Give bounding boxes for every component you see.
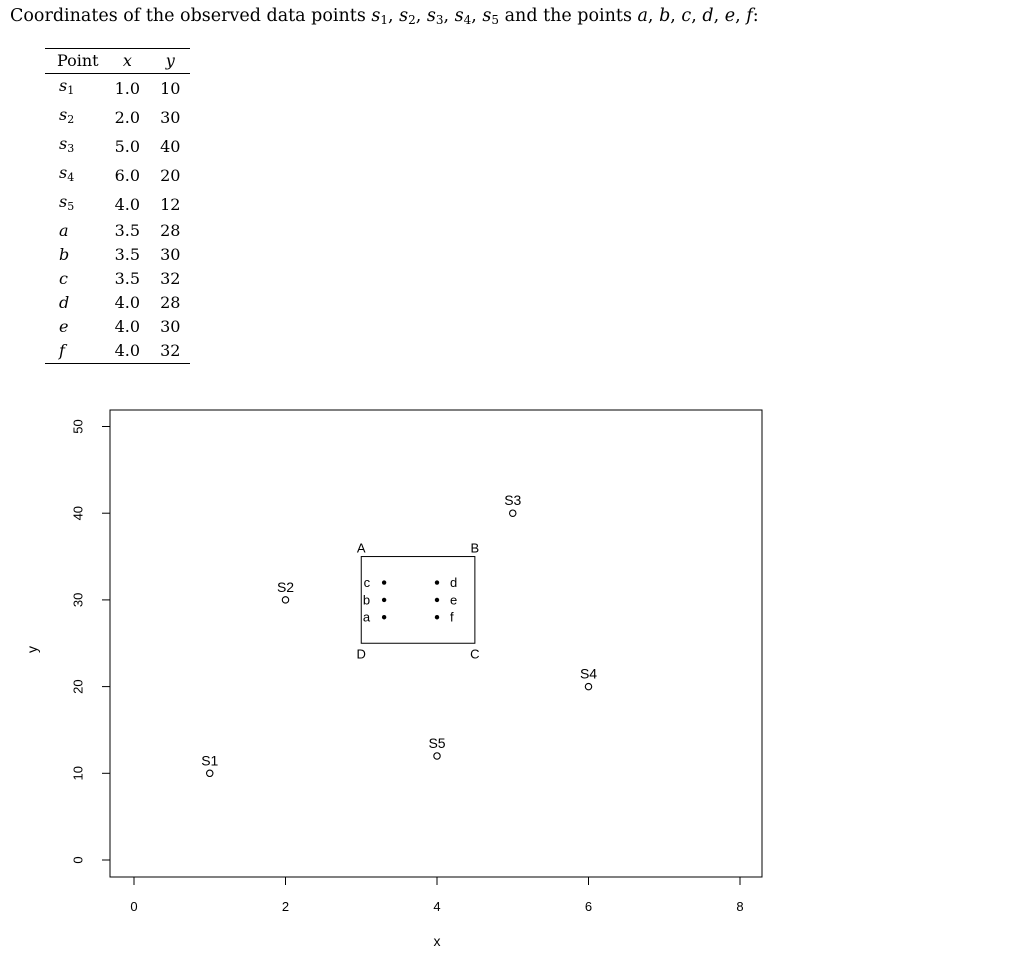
x-tick-label: 2: [281, 899, 290, 914]
cell-point: c: [59, 269, 68, 288]
cell-x: 6.0: [114, 165, 141, 185]
corner-label-c: C: [470, 646, 480, 662]
cell-y: 20: [160, 165, 181, 185]
cell-x: 1.0: [114, 78, 141, 98]
cell-y: 28: [160, 293, 181, 312]
cell-x: 4.0: [114, 194, 141, 214]
point-label-a: a: [362, 609, 371, 625]
cell-x: 2.0: [114, 107, 141, 127]
cell-point: $s_4$: [59, 163, 75, 184]
observed-label-s3: S3: [504, 492, 522, 509]
cell-point: e: [59, 317, 69, 336]
caption-symbol-b: b: [659, 6, 671, 26]
caption-symbol-s2: $s_2$: [399, 6, 416, 27]
point-f: [435, 615, 439, 619]
y-tick-label: 40: [70, 505, 86, 521]
caption-symbol-c: c: [681, 6, 692, 26]
x-tick-label: 8: [736, 899, 744, 914]
cell-x: 4.0: [114, 317, 141, 336]
y-tick-label: 10: [70, 766, 86, 781]
cell-y: 30: [160, 245, 181, 264]
caption-symbol-f: f: [746, 6, 753, 26]
y-tick-label: 50: [70, 419, 86, 434]
x-tick-label: 4: [433, 899, 441, 914]
x-axis-label: x: [433, 933, 441, 949]
observed-point-s5: [434, 753, 440, 759]
cell-y: 40: [160, 136, 181, 156]
cell-y: 10: [160, 78, 181, 98]
caption-symbol-s1: $s_1$: [371, 6, 388, 27]
point-label-b: b: [362, 592, 371, 608]
observed-label-s1: S1: [201, 752, 219, 769]
cell-point: $s_3$: [59, 134, 75, 155]
cell-point: $s_2$: [59, 105, 75, 126]
caption-symbol-s3: $s_3$: [426, 6, 444, 27]
y-axis-label: y: [23, 646, 40, 653]
point-c: [382, 580, 386, 584]
header-y: y: [150, 49, 190, 74]
caption-symbol-e: e: [724, 6, 736, 26]
observed-point-s4: [585, 683, 591, 689]
cell-x: 3.5: [114, 221, 141, 240]
cell-y: 32: [160, 341, 181, 360]
observed-label-s2: S2: [276, 578, 295, 595]
point-label-f: f: [450, 609, 454, 625]
caption-symbol-s5: $s_5$: [482, 6, 500, 27]
y-tick-label: 0: [70, 856, 86, 864]
corner-label-a: A: [356, 540, 366, 556]
cell-y: 28: [160, 221, 181, 240]
observed-label-s4: S4: [579, 665, 598, 682]
x-tick-label: 0: [130, 899, 138, 914]
figure-caption: Coordinates of the observed data points $s_1$, $s_2$, $s_3$, $s_4$, $s_5$ and the points a, b, c, d, e, f:: [10, 6, 759, 27]
cell-point: b: [59, 245, 70, 264]
cell-x: 3.5: [114, 245, 141, 264]
point-label-e: e: [450, 592, 458, 608]
point-label-d: d: [450, 575, 458, 591]
observed-point-s3: [510, 510, 516, 516]
point-label-c: c: [363, 575, 371, 591]
cell-point: f: [59, 341, 65, 360]
cell-point: $s_1$: [59, 76, 75, 97]
cell-y: 12: [160, 194, 181, 214]
y-tick-label: 20: [70, 679, 86, 694]
cell-y: 30: [160, 317, 181, 336]
rectangle-abcd: [361, 557, 475, 644]
observed-label-s5: S5: [428, 734, 446, 751]
corner-label-b: B: [470, 540, 480, 556]
cell-x: 3.5: [114, 269, 141, 288]
cell-point: $s_5$: [59, 192, 75, 213]
cell-x: 4.0: [114, 341, 141, 360]
cell-x: 4.0: [114, 293, 141, 312]
point-a: [382, 615, 386, 619]
cell-x: 5.0: [114, 136, 141, 156]
corner-label-d: D: [356, 646, 366, 662]
cell-y: 32: [160, 269, 181, 288]
point-b: [382, 598, 386, 602]
observed-point-s1: [207, 770, 213, 776]
cell-point: d: [59, 293, 70, 312]
point-e: [435, 598, 439, 602]
cell-y: 30: [160, 107, 181, 127]
caption-symbol-a: a: [637, 6, 648, 26]
caption-symbol-d: d: [702, 6, 714, 26]
point-d: [435, 580, 439, 584]
caption-symbol-s4: $s_4$: [454, 6, 472, 27]
observed-point-s2: [282, 597, 288, 603]
cell-point: a: [59, 221, 69, 240]
header-x: x: [105, 49, 150, 74]
header-point: Point: [45, 49, 105, 74]
y-tick-label: 30: [70, 592, 86, 608]
x-tick-label: 6: [584, 899, 593, 914]
